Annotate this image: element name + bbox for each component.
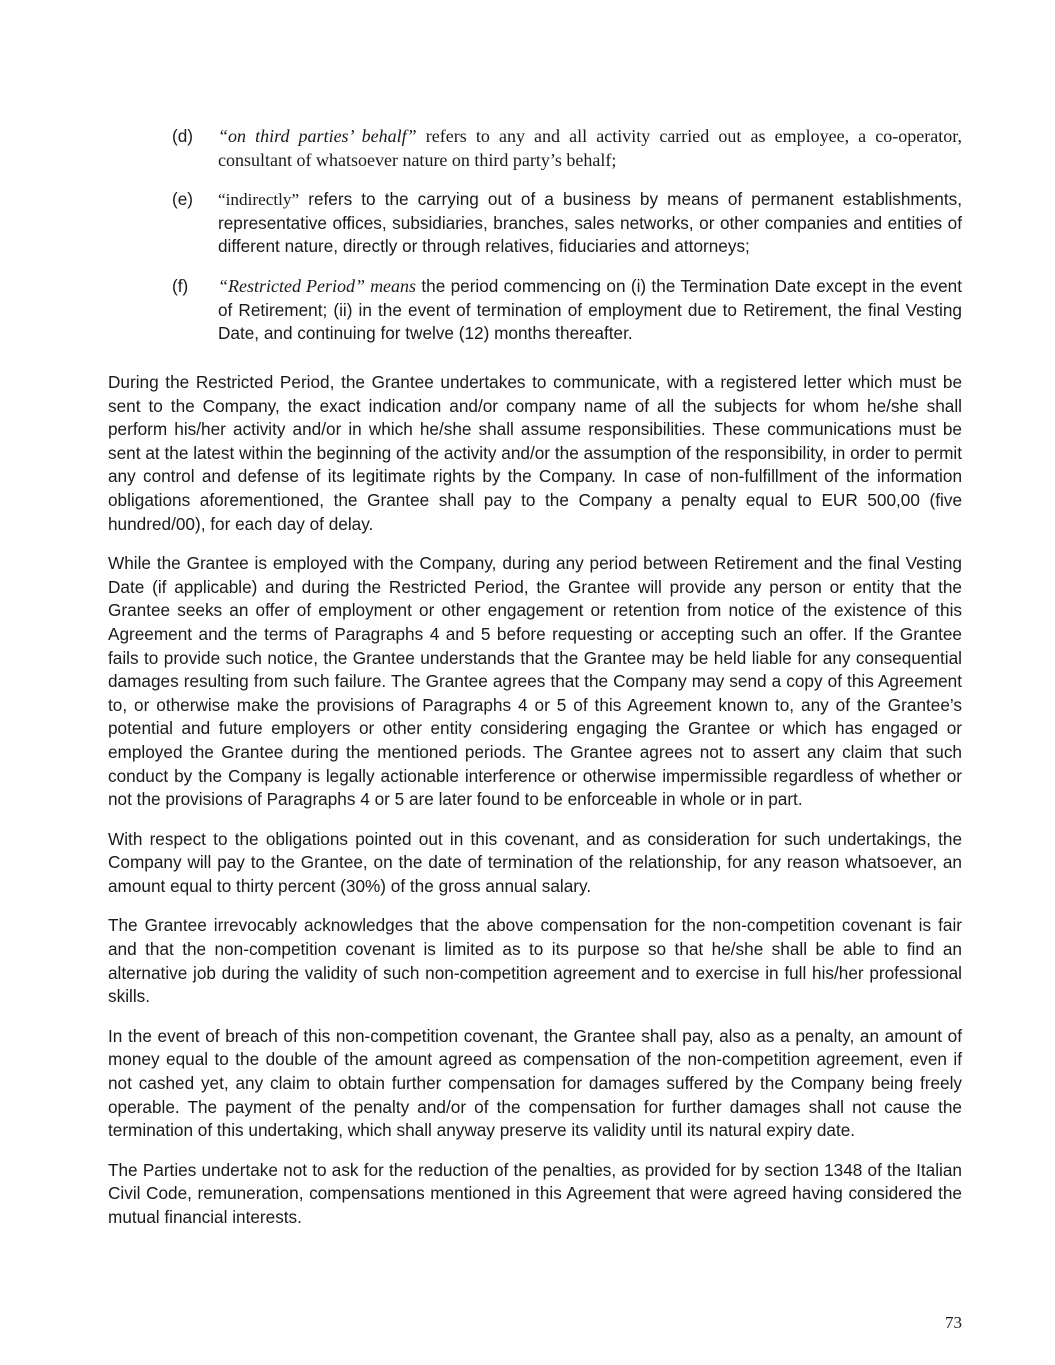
page-number: 73 [945, 1313, 962, 1332]
definition-term: “on third parties’ behalf” [218, 126, 417, 146]
definition-text: refers to any and all activity carried out as employee, a co-operator, consultant of whatsoever nature on third party’s behalf; [218, 126, 962, 170]
paragraph-breach-penalty: In the event of breach of this non-competition covenant, the Grantee shall pay, also as a penalty, an amount of money equal to the double of the amount agreed as compensation of the non-competition agreement, even if not cashed yet, any claim to obtain further compensation for damages suffered by the Company being freely operable. The payment of the penalty and/or of the compensation for further damages shall not cause the termination of this undertaking, which shall anyway preserve its validity until its natural expiry date. [108, 1025, 962, 1141]
paragraph-notice-to-employers: While the Grantee is employed with the Company, during any period between Retirement and the final Vesting Date (if applicable) and during the Restricted Period, the Grantee will provide any person or entity that the Grantee seeks an offer of employment or other engagement or retention from notice of the existence of this Agreement and the terms of Paragraphs 4 and 5 before requesting or accepting such an offer. If the Grantee fails to provide such notice, the Grantee understands that the Grantee may be held liable for any consequential damages resulting from such failure. The Grantee agrees that the Company may send a copy of this Agreement to, or otherwise make the provisions of Paragraphs 4 or 5 of this Agreement known to, any of the Grantee’s potential and future employers or other entity considering engaging the Grantee or which has engaged or employed the Grantee during the mentioned periods. The Grantee agrees not to assert any claim that such conduct by the Company is legally actionable interference or otherwise impermissible regardless of whether or not the provisions of Paragraphs 4 or 5 are later found to be enforceable in whole or in part. [108, 553, 962, 810]
definition-term: “indirectly” [218, 190, 300, 210]
definition-label: (f) [172, 275, 189, 296]
definition-text: the period commencing on (i) the Termination Date except in the event of Retirement; (ii) in the event of termination of employment due to Retirement, the final Vesting Date, and continuing for twelve (12) months thereafter. [218, 275, 962, 344]
paragraph-acknowledgement: The Grantee irrevocably acknowledges that the above compensation for the non-competition covenant is fair and that the non-competition covenant is limited as to its purpose so that he/she shall be able to find an alternative job during the validity of such non-competition agreement and to exercise in full his/her professional skills. [108, 915, 962, 1007]
definition-label: (d) [172, 126, 194, 146]
definition-term: “Restricted Period” means [218, 275, 417, 296]
definition-label: (e) [172, 189, 194, 210]
definition-item-e [172, 188, 962, 259]
body-text [108, 371, 962, 1246]
paragraph-penalty-reduction: The Parties undertake not to ask for the reduction of the penalties, as provided for by section 1348 of the Italian Civil Code, remuneration, compensations mentioned in this Agreement that were agreed having considered the mutual financial interests. [108, 1159, 962, 1227]
definition-item-f [172, 275, 962, 346]
definitions-list [172, 125, 962, 362]
paragraph-compensation: With respect to the obligations pointed out in this covenant, and as consideration for such undertakings, the Company will pay to the Grantee, on the date of termination of the relationship, for any reason whatsoever, an amount equal to thirty percent (30%) of the gross annual salary. [108, 828, 962, 896]
definition-item-d [172, 125, 962, 172]
paragraph-reporting-obligation: During the Restricted Period, the Grantee undertakes to communicate, with a registered letter which must be sent to the Company, the exact indication and/or company name of all the subjects for whom he/she shall perform his/her activity and/or in which he/she shall assume responsibilities. These communications must be sent at the latest within the beginning of the activity and/or the assumption of the responsibility, in order to permit any control and defense of its legitimate rights by the Company. In case of non-fulfillment of the information obligations aforementioned, the Grantee shall pay to the Company a penalty equal to EUR 500,00 (five hundred/00), for each day of delay. [108, 372, 962, 534]
definition-text: refers to the carrying out of a business by means of permanent establishments, representative offices, subsidiaries, branches, sales networks, or other companies and entities of different nature, directly or through relatives, fiduciaries and attorneys; [218, 189, 962, 257]
